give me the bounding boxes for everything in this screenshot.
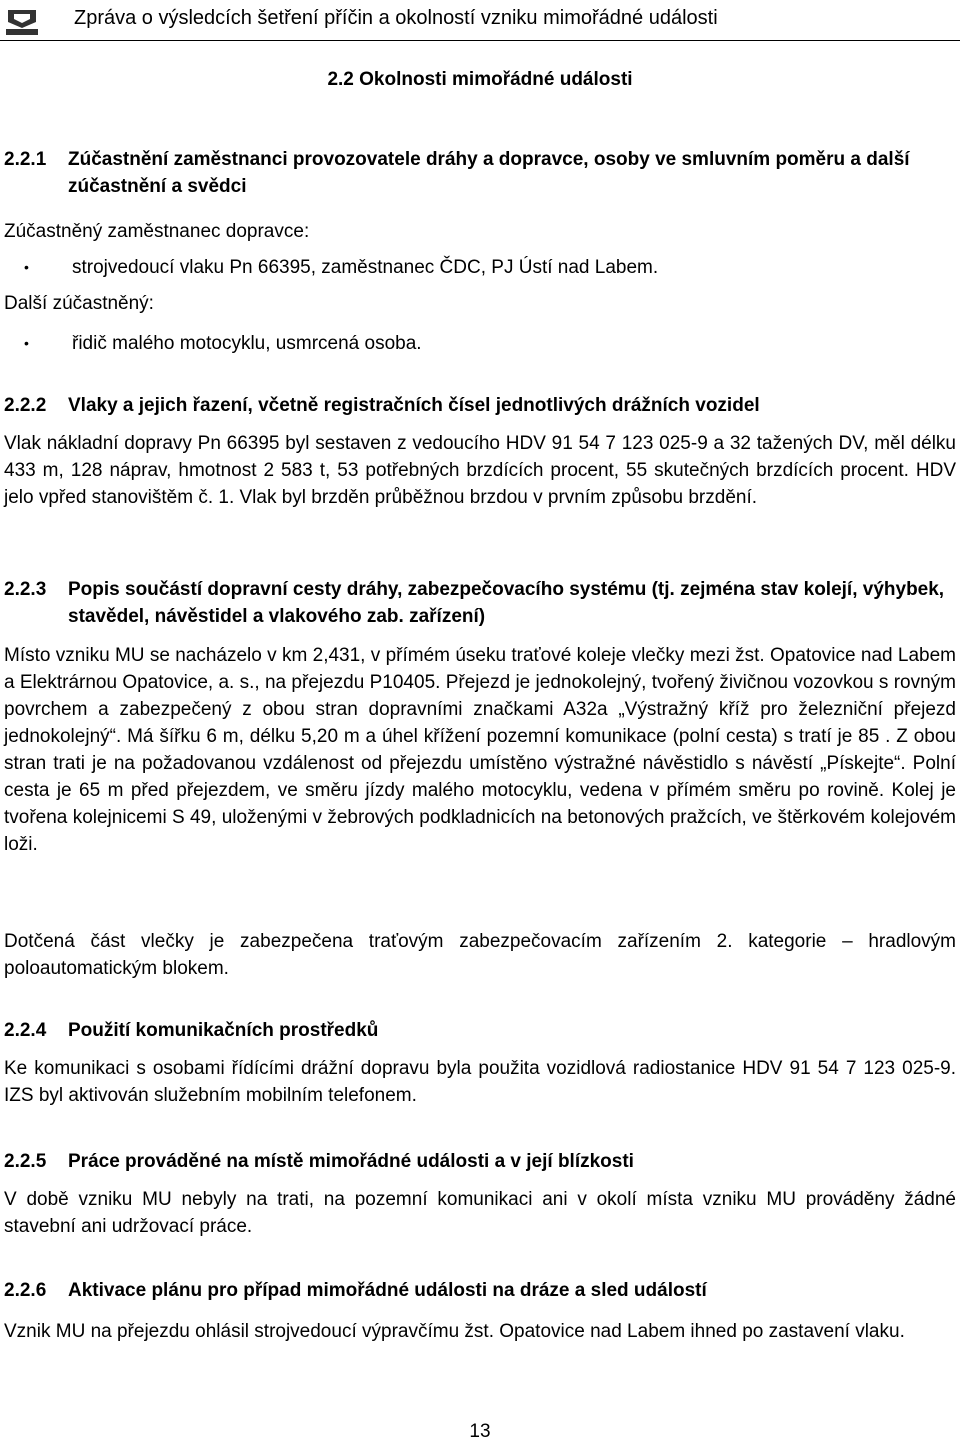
communication-text: Ke komunikaci s osobami řídícími drážní dopravu byla použita vozidlová radiostanice HDV 91 54 7 123 025-9. IZS byl aktivován služebním mobilním telefonem. [4,1058,956,1106]
section-number: 2.2.3 [4,579,47,600]
section-heading-2-2-2 [4,392,956,419]
works-text: V době vzniku MU nebyly na trati, na pozemní komunikaci ani v okolí místa vzniku MU prováděny žádné stavební ani udržovací práce. [4,1189,956,1237]
section-title: Zúčastnění zaměstnanci provozovatele dráhy a dopravce, osoby ve smluvním poměru a další zúčastnění a svědci [68,149,910,197]
list-item: • strojvedoucí vlaku Pn 66395, zaměstnanec ČDC, PJ Ústí nad Labem. [4,254,956,281]
section-title: Vlaky a jejich řazení, včetně registračních čísel jednotlivých drážních vozidel [68,395,760,416]
section-heading-2-2-1 [4,146,956,200]
participant-label: Zúčastněný zaměstnanec dopravce: [4,221,310,242]
section-number: 2.2.4 [4,1020,47,1041]
section-heading-2-2-3 [4,576,956,630]
activation-text: Vznik MU na přejezdu ohlásil strojvedoucí výpravčímu žst. Opatovice nad Labem ihned po zastavení vlaku. [4,1321,905,1342]
section-heading-2-2-4 [4,1017,956,1044]
section-heading-2-2-5 [4,1148,956,1175]
section-number: 2.2.1 [4,149,47,170]
page-number: 13 [469,1421,491,1442]
other-participant-label: Další zúčastněný: [4,293,154,314]
other-participant-list [4,330,956,371]
signalling-description-text: Dotčená část vlečky je zabezpečena traťovým zabezpečovacím zařízením 2. kategorie – hradlovým poloautomatickým blokem. [4,931,956,979]
train-composition-text: Vlak nákladní dopravy Pn 66395 byl sestaven z vedoucího HDV 91 54 7 123 025-9 a 32 tažených DV, měl délku 433 m, 128 náprav, hmotnost 2 583 t, 53 potřebných brzdících procent, 55 skutečných brzdících procent. HDV jelo vpřed stanovištěm č. 1. Vlak byl brzděn průběžnou brzdou v prvním způsobu brzdění. [4,433,956,508]
section-title: Použití komunikačních prostředků [68,1020,379,1041]
header-title: Zpráva o výsledcích šetření příčin a okolností vzniku mimořádné události [74,7,718,29]
page-header [0,2,960,41]
section-title: Popis součástí dopravní cesty dráhy, zabezpečovacího systému (tj. zejména stav kolejí, výhybek, stavědel, návěstidel a vlakového zab. zařízení) [68,579,945,627]
section-number: 2.2.2 [4,395,47,416]
section-number: 2.2.6 [4,1280,47,1301]
section-number: 2.2.5 [4,1151,47,1172]
section-title: Aktivace plánu pro případ mimořádné události na dráze a sled událostí [68,1280,707,1301]
track-description-text: Místo vzniku MU se nacházelo v km 2,431, v přímém úseku traťové koleje vlečky mezi žst. Opatovice nad Labem a Elektrárnou Opatovice, a. s., na přejezdu P10405. Přejezd je jednokolejný, tvořený živičnou vozovkou s rovným povrchem a zabezpečený z obou stran dopravními značkami A32a „Výstražný kříž pro železniční přejezd jednokolejný“. Má šířku 6 m, délku 5,20 m a úhel křížení pozemní komunikace (polní cesta) s tratí je 85 . Z obou stran trati je na požadovanou vzdálenost od přejezdu umístěno výstražné návěstidlo s návěstí „Pískejte“. Polní cesta je 65 m před přejezdem, ve směru jízdy malého motocyklu, vedena v přímém směru po rovině. Kolej je tvořena kolejnicemi S 49, uloženými v žebrových podkladnicích na betonových pražcích, ve štěrkovém kolejovém loži. [4,645,956,855]
participant-list [4,254,956,295]
chapter-title: 2.2 Okolnosti mimořádné události [327,69,633,90]
section-title: Práce prováděné na místě mimořádné události a v její blízkosti [68,1151,634,1172]
list-item: • řidič malého motocyklu, usmrcená osoba. [4,330,956,357]
section-heading-2-2-6 [4,1277,956,1304]
drazni-inspekce-logo [2,6,42,36]
